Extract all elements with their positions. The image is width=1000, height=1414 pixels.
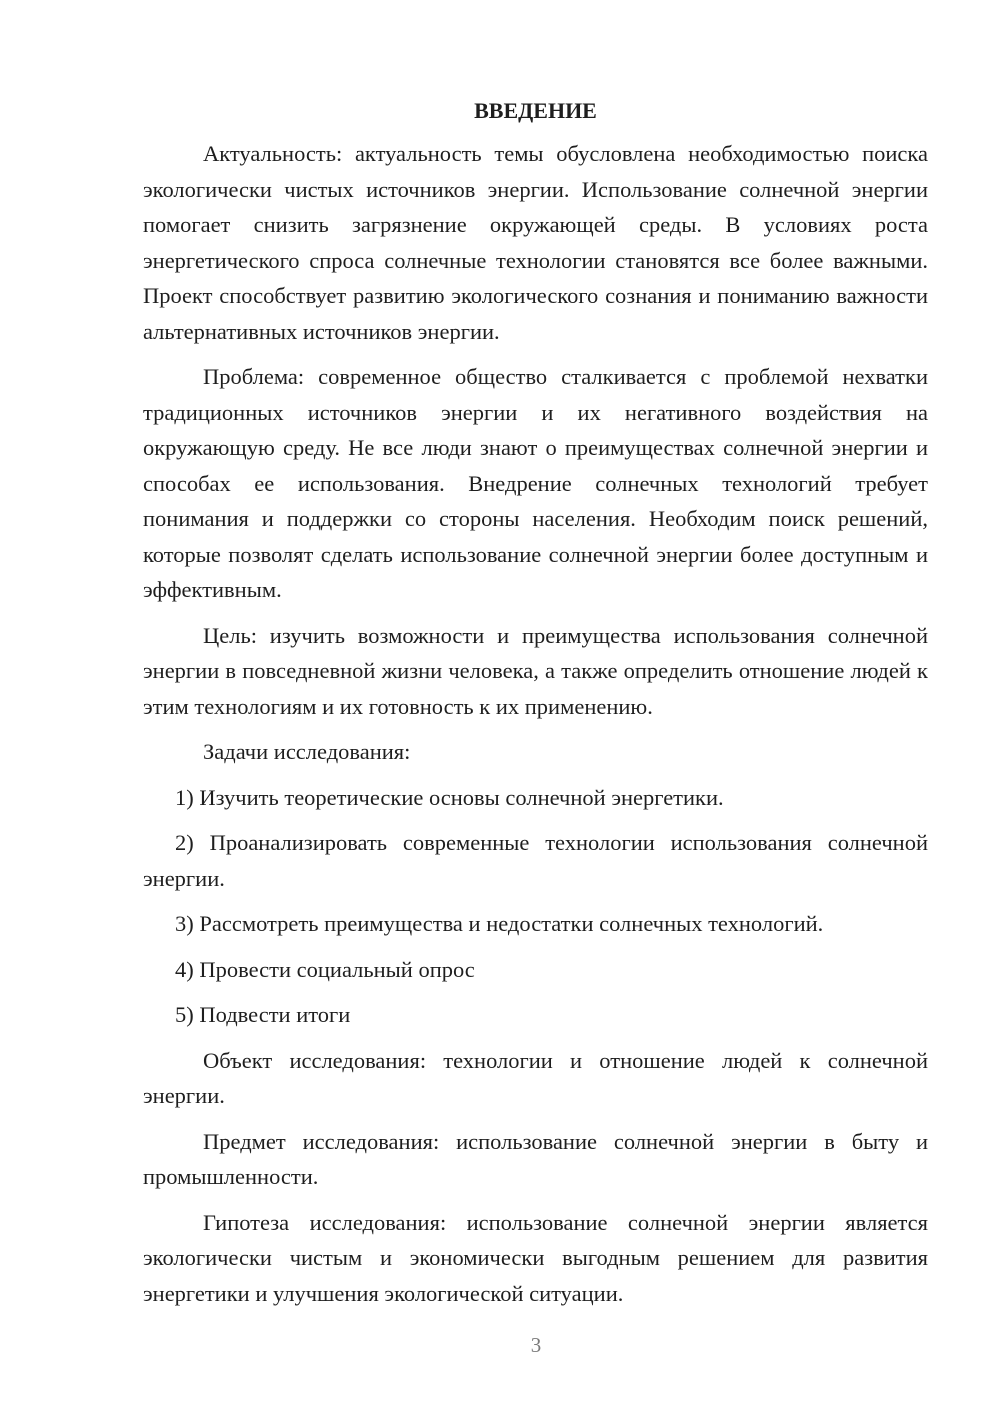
paragraph-relevance: Актуальность: актуальность темы обусловлена необходимостью поиска экологически чистых источников энергии. Использование солнечной энергии помогает снизить загрязнение окружающей среды. В условиях роста энергетического спроса солнечные технологии становятся все более важными. Проект способствует развитию экологического сознания и пониманию важности альтернативных источников энергии. bbox=[143, 141, 928, 344]
paragraph-tasks-heading: Задачи исследования: bbox=[203, 739, 411, 764]
task-item: 5) Подвести итоги bbox=[175, 1002, 351, 1027]
paragraph-problem: Проблема: современное общество сталкивается с проблемой нехватки традиционных источников энергии и их негативного воздействия на окружающую среду. Не все люди знают о преимуществах солнечной энергии и способах ее использования. Внедрение солнечных технологий требует понимания и поддержки со стороны населения. Необходим поиск решений, которые позволят сделать использование солнечной энергии более доступным и эффективным. bbox=[143, 364, 928, 602]
paragraph-hypothesis: Гипотеза исследования: использование солнечной энергии является экологически чистым и экономически выгодным решением для развития энергетики и улучшения экологической ситуации. bbox=[143, 1209, 928, 1306]
paragraph-object: Объект исследования: технологии и отношение людей к солнечной энергии. bbox=[143, 1047, 928, 1108]
page-content bbox=[143, 96, 928, 1321]
paragraph-goal: Цель: изучить возможности и преимущества использования солнечной энергии в повседневной жизни человека, а также определить отношение людей к этим технологиям и их готовность к их применению. bbox=[143, 622, 928, 719]
task-item: 4) Провести социальный опрос bbox=[175, 956, 475, 982]
task-item: 1) Изучить теоретические основы солнечной энергетики. bbox=[175, 784, 724, 810]
paragraph-subject: Предмет исследования: использование солнечной энергии в быту и промышленности. bbox=[143, 1128, 928, 1189]
page-number: 3 bbox=[530, 1333, 542, 1357]
section-title: ВВЕДЕНИЕ bbox=[474, 98, 597, 123]
task-item: 2) Проанализировать современные технологии использования солнечной энергии. bbox=[143, 830, 928, 891]
task-item: 3) Рассмотреть преимущества и недостатки солнечных технологий. bbox=[175, 911, 824, 936]
